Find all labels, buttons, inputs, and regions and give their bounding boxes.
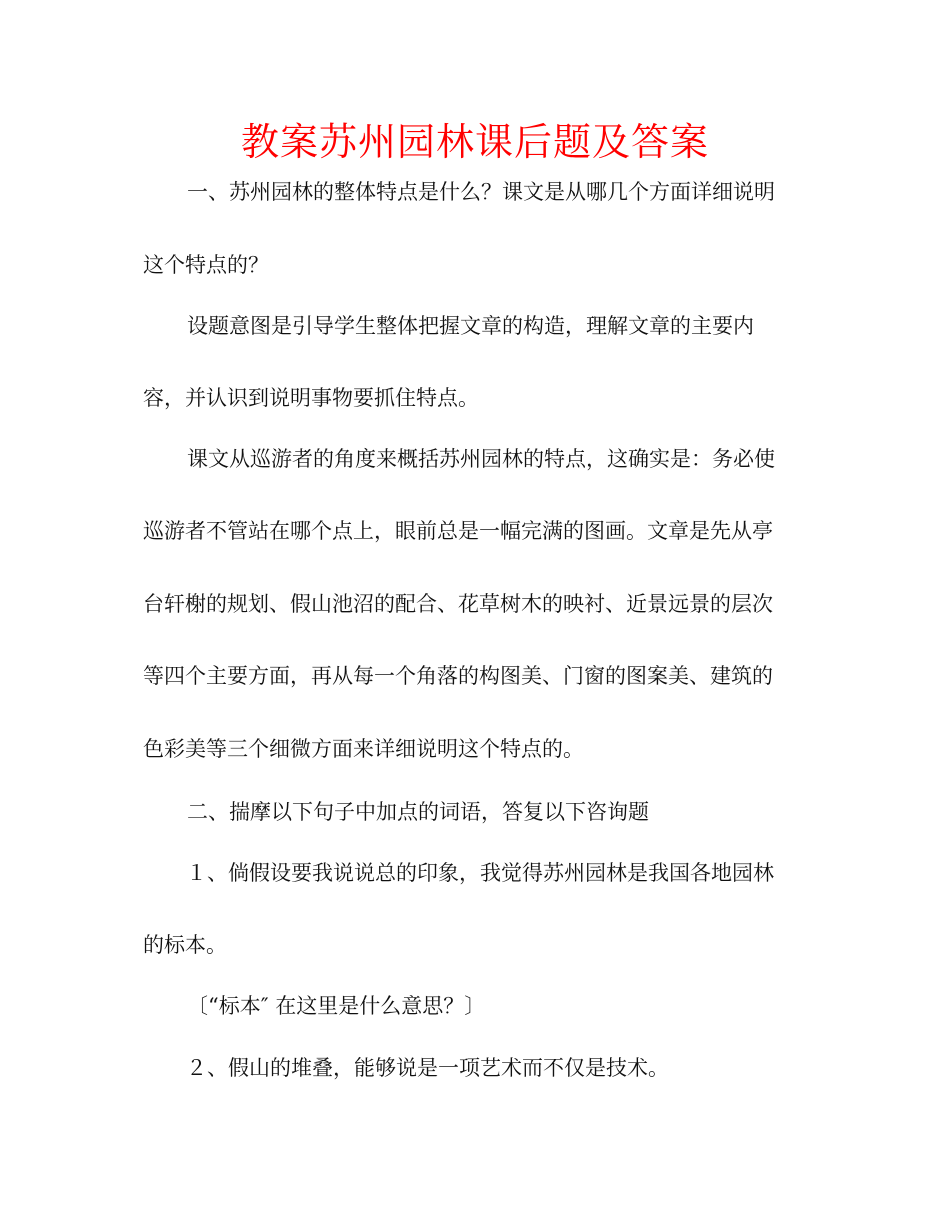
design-intent-line-2: 容，并认识到说明事物要抓住特点。 [143, 386, 479, 410]
answer-line-4: 等四个主要方面，再从每一个角落的构图美、门窗的图案美、建筑的 [143, 664, 773, 688]
design-intent-line-1: 设题意图是引导学生整体把握文章的构造，理解文章的主要内 [187, 314, 754, 338]
answer-line-3: 台轩榭的规划、假山池沼的配合、花草树木的映衬、近景远景的层次 [143, 592, 773, 616]
question-1-line-1: 一、苏州园林的整体特点是什么？课文是从哪几个方面详细说明 [187, 180, 775, 204]
answer-line-1: 课文从巡游者的角度来概括苏州园林的特点，这确实是：务必使 [187, 447, 775, 471]
item-1-question: 〔“标本″ 在这里是什么意思？〕 [187, 994, 486, 1018]
answer-line-2: 巡游者不管站在哪个点上，眼前总是一幅完满的图画。文章是先从亭 [143, 519, 773, 543]
question-2-heading: 二、揣摩以下句子中加点的词语，答复以下咨询题 [187, 800, 649, 824]
item-1-line-2: 的标本。 [143, 933, 227, 957]
answer-line-5: 色彩美等三个细微方面来详细说明这个特点的。 [143, 737, 584, 761]
question-1-line-2: 这个特点的？ [143, 253, 269, 277]
item-1-line-1: １、倘假设要我说说总的印象，我觉得苏州园林是我国各地园林 [186, 861, 774, 885]
document-title: 教案苏州园林课后题及答案 [240, 120, 709, 164]
item-2-line-1: ２、假山的堆叠，能够说是一项艺术而不仅是技术。 [186, 1056, 669, 1080]
